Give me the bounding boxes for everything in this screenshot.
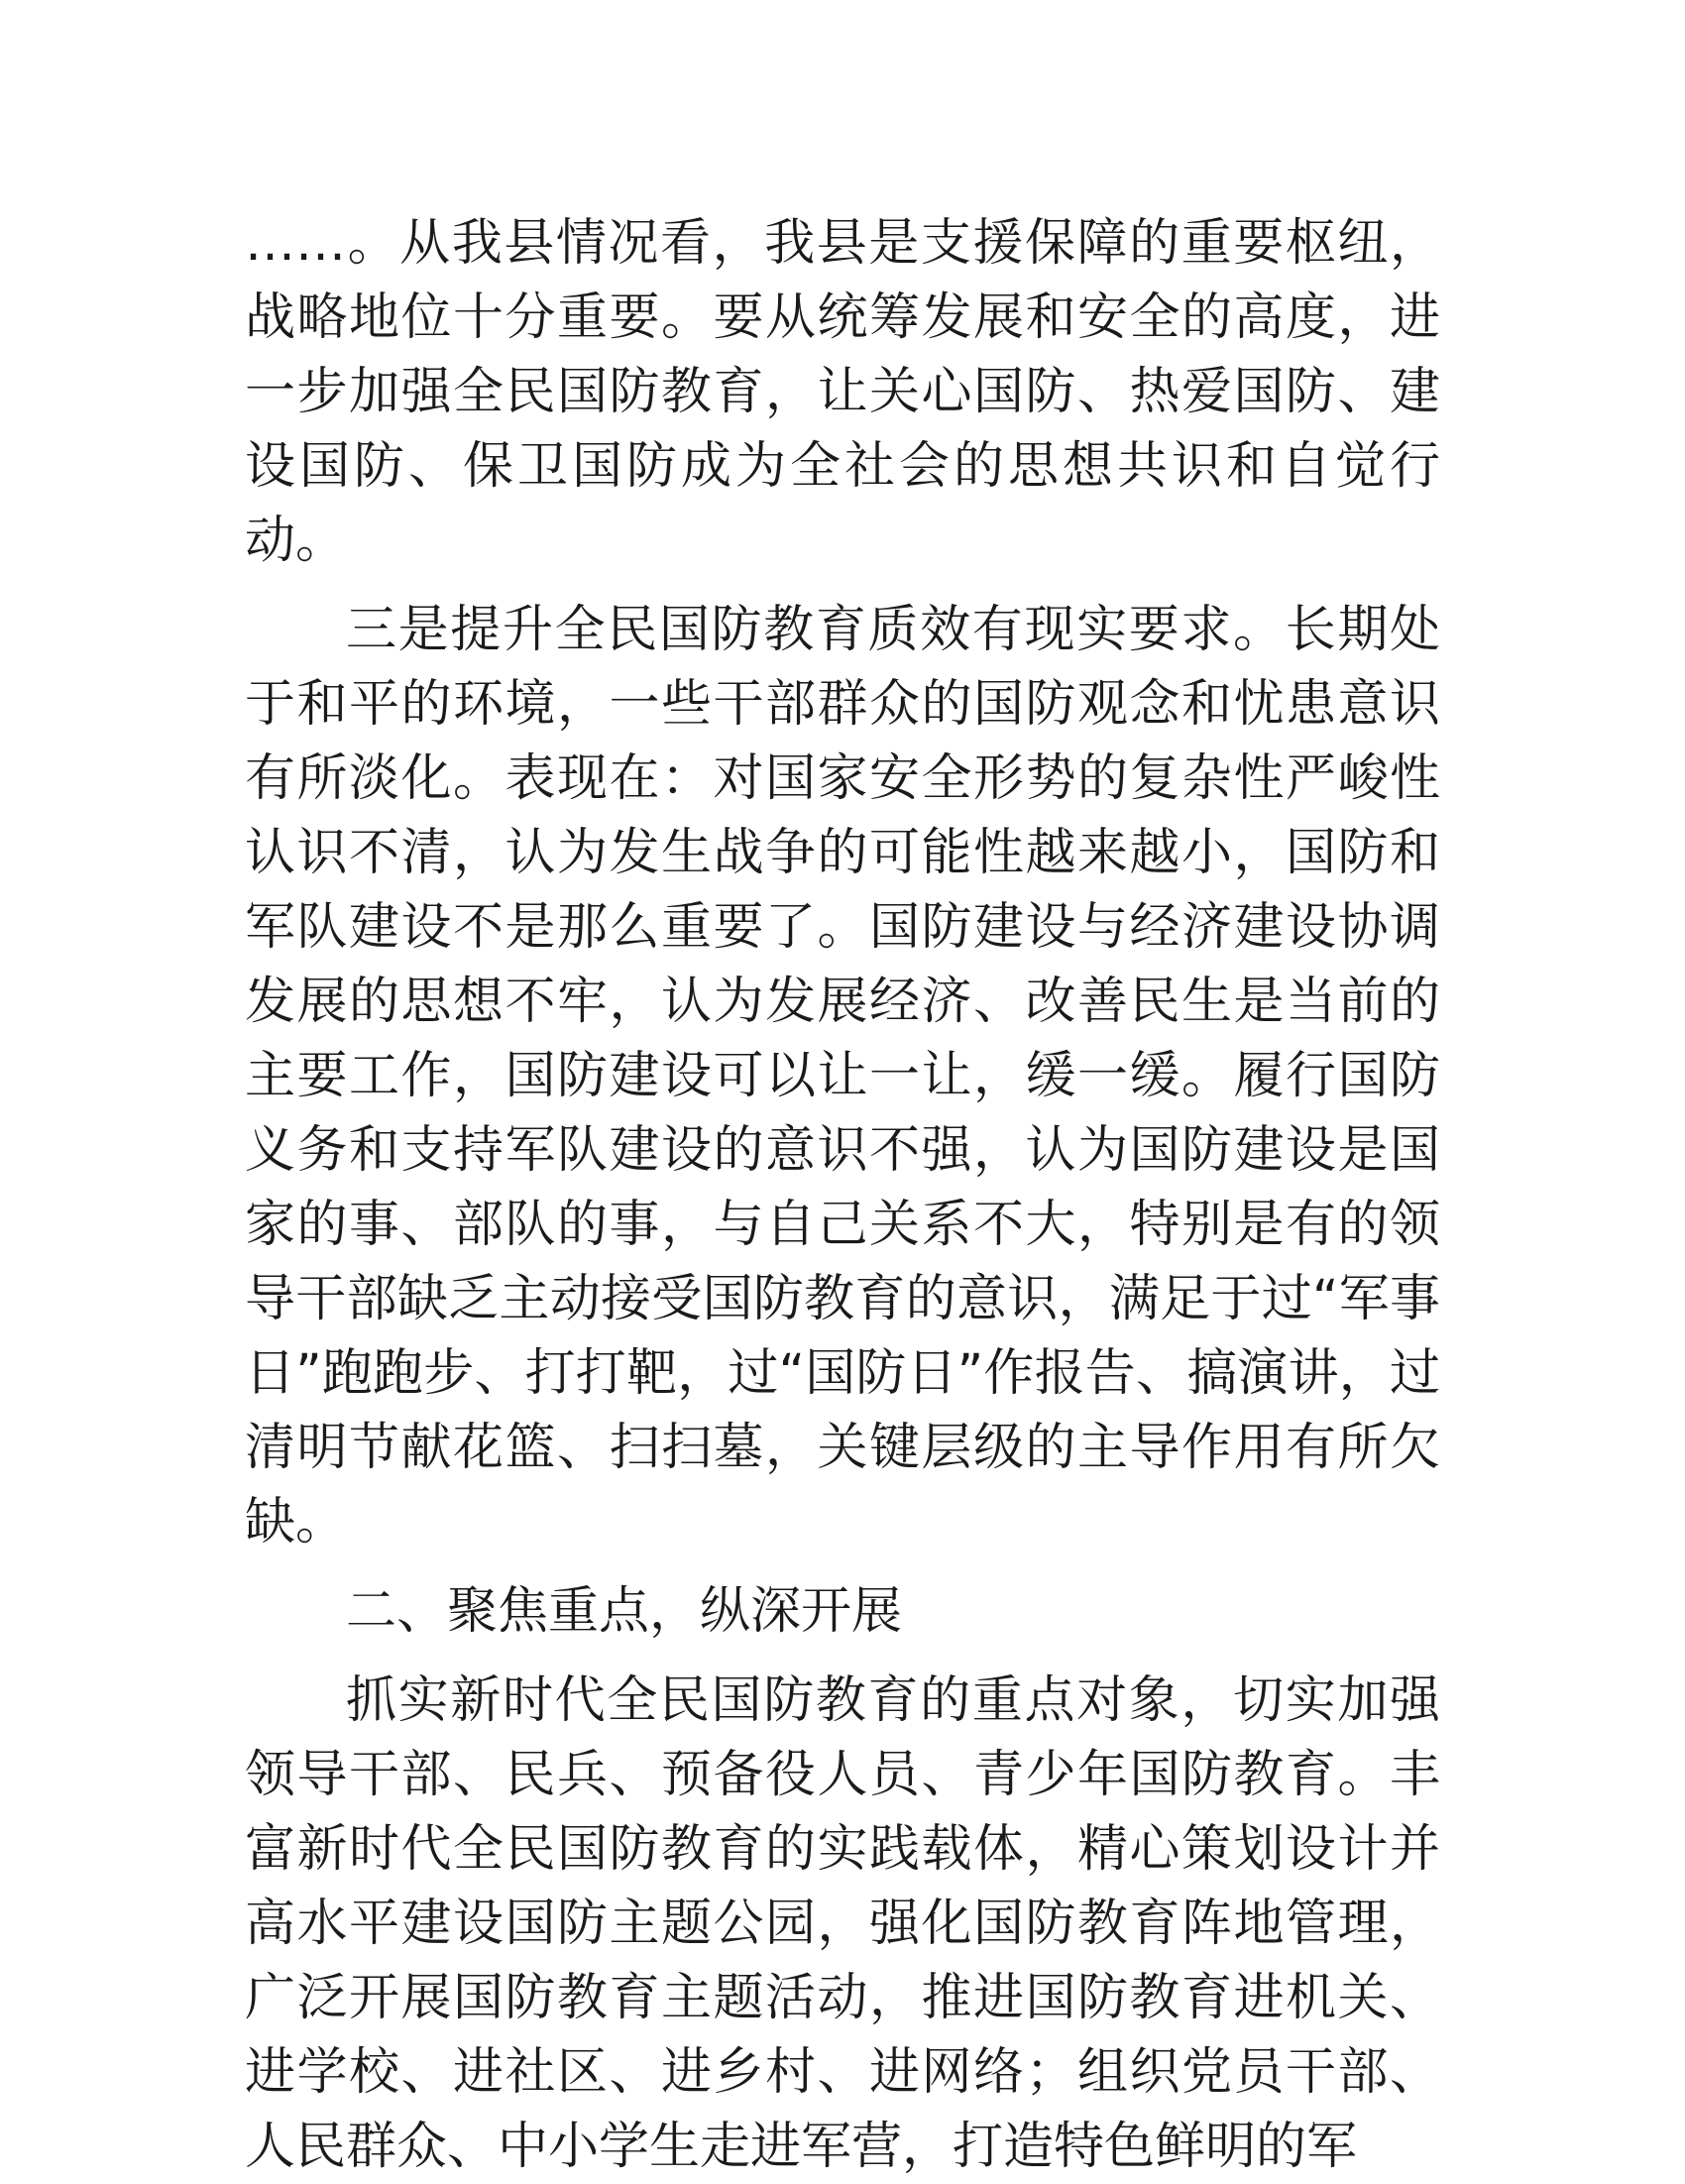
document-body — [245, 206, 1440, 2184]
section-heading: 二、聚焦重点，纵深开展 — [346, 1582, 903, 1641]
paragraph-continuation: ……。从我县情况看，我县是支援保障的重要枢纽，战略地位十分重要。要从统筹发展和安全的高度，进一步加强全民国防教育，让关心国防、热爱国防、建设国防、保卫国防成为全社会的思想共识和自觉行动。 — [245, 214, 1440, 570]
paragraph-point-three: 三是提升全民国防教育质效有现实要求。长期处于和平的环境，一些干部群众的国防观念和忧患意识有所淡化。表现在：对国家安全形势的复杂性严峻性认识不清，认为发生战争的可能性越来越小，国防和军队建设不是那么重要了。国防建设与经济建设协调发展的思想不牢，认为发展经济、改善民生是当前的主要工作，国防建设可以让一让，缓一缓。履行国防义务和支持军队建设的意识不强，认为国防建设是国家的事、部队的事，与自己关系不大，特别是有的领导干部缺乏主动接受国防教育的意识，满足于过“军事日”跑跑步、打打靶，过“国防日”作报告、搞演讲，过清明节献花篮、扫扫墓，关键层级的主导作用有所欠缺。 — [245, 601, 1440, 1552]
paragraph-section-two: 抓实新时代全民国防教育的重点对象，切实加强领导干部、民兵、预备役人员、青少年国防教育。丰富新时代全民国防教育的实践载体，精心策划设计并高水平建设国防主题公园，强化国防教育阵地管理，广泛开展国防教育主题活动，推进国防教育进机关、进学校、进社区、进乡村、进网络；组织党员干部、人民群众、中小学生走进军营，打造特色鲜明的军 — [245, 1671, 1440, 2176]
